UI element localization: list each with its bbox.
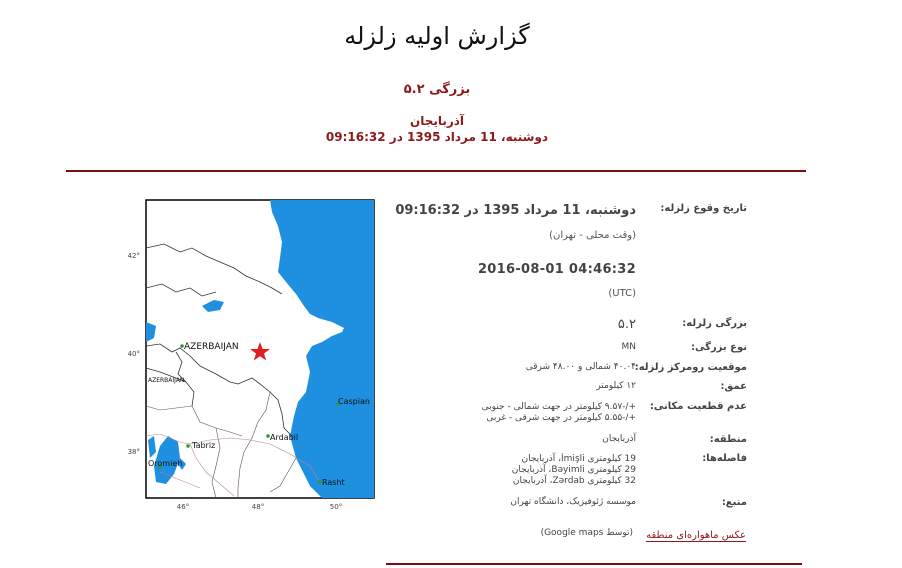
uncertainty-label: عدم قطعیت مکانی: [649,401,747,412]
utc-note: (UTC) [608,288,636,299]
google-maps-note: (توسط Google maps) [540,528,633,538]
caspian-label: Caspian [338,397,370,406]
lat-tick-38: 38° [127,448,140,456]
region-label: منطقه: [709,434,747,445]
lon-tick-48: 48° [251,503,265,511]
depth-label: عمق: [720,381,747,392]
datetime-heading: دوشنبه، 11 مرداد 1395 در 09:16:32 [325,130,549,144]
distance-item: 29 کیلومتری Bəyimli، آذربایجان [511,465,636,475]
source-label: منبع: [721,497,747,508]
date-label: تاریخ وقوع زلزله: [660,203,747,214]
epicenter-value: ۴۰.۰۴ شمالی و ۴۸.۰۰ شرقی [525,362,636,372]
lon-tick-46: 46° [176,503,190,511]
lat-tick-42: 42° [127,252,140,260]
city-label-tabriz: Tabriz [192,441,216,450]
region-heading: آذربایجان [409,114,465,128]
local-time: دوشنبه، 11 مرداد 1395 در 09:16:32 [395,203,636,218]
utc-time: 2016-08-01 04:46:32 [477,262,636,277]
uncertainty-ew: +/-۵.۵۵ کیلومتر در جهت شرقی - غربی [486,413,636,423]
city-marker-tabriz [186,444,190,448]
map-svg [120,196,378,516]
city-label-oromieh: Oromieh [148,459,183,468]
distance-label: فاصله‌ها: [702,453,747,464]
magnitude-value: ۵.۲ [617,317,636,332]
lon-tick-50: 50° [329,503,343,511]
local-time-note: (وقت محلی - تهران) [549,230,636,241]
lat-tick-40: 40° [127,350,140,358]
distance-list [512,454,636,487]
uncertainty-ns: +/-۹.۵۷ کیلومتر در جهت شمالی - جنوبی [481,402,636,412]
city-label-rasht: Rasht [322,478,345,487]
epicenter-label: موقعیت رومرکز زلزله: [634,362,747,373]
magnitude-label: بزرگی زلزله: [682,318,747,329]
distance-item: 32 کیلومتری Zərdab، آذربایجان [512,476,636,486]
magtype-value: MN [621,342,636,352]
depth-value: ۱۲ کیلومتر [596,381,636,391]
region-value: آذربایجان [602,434,636,444]
country-label-2: AZERBAIJAN [148,377,185,384]
bottom-divider [386,563,802,565]
page-title: گزارش اولیه زلزله [344,22,530,50]
satellite-image-link[interactable]: عکس ماهواره‌ای منطقه [646,530,746,541]
source-value: موسسه ژئوفیزیک، دانشگاه تهران [510,497,636,507]
epicenter-map [120,196,378,516]
magnitude-heading: ۵.۲ بزرگی [403,82,471,97]
city-label-ardabil: Ardabil [270,433,299,442]
country-label: AZERBAIJAN [184,342,239,352]
magtype-label: نوع بزرگی: [690,342,747,353]
top-divider [66,170,806,172]
distance-item: 19 کیلومتری İmişli، آذربایجان [521,454,636,464]
